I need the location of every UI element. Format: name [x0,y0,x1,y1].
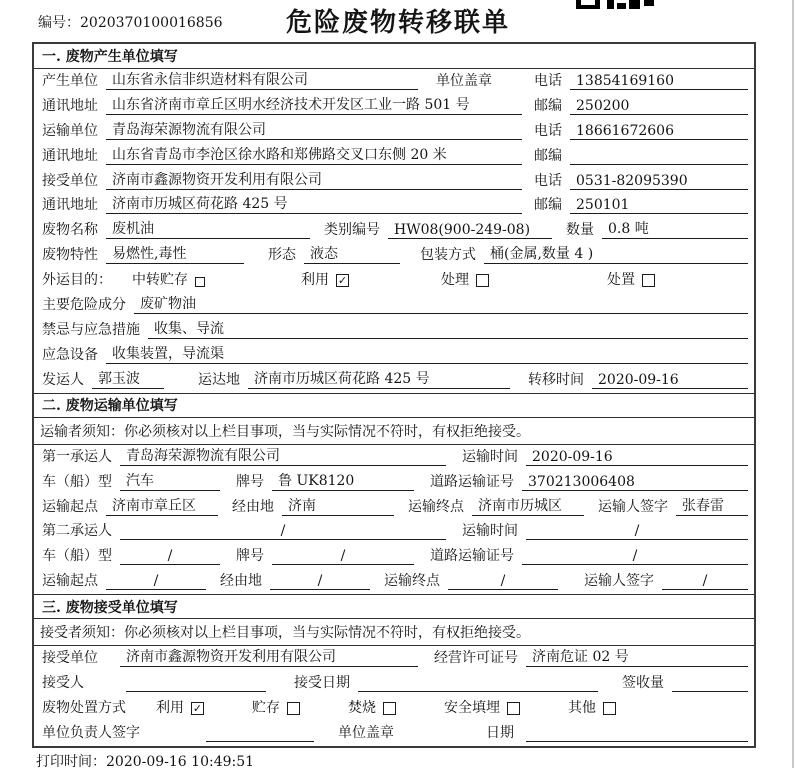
section2-header: 二. 废物运输单位填写 [34,393,754,418]
row-producer [34,69,754,94]
waste-qty-value: 0.8 吨 [602,218,748,239]
section3-header: 三. 废物接受单位填写 [34,594,754,619]
row-waste-props [34,243,754,268]
dispose-checkbox [642,274,655,287]
hazard-label: 主要危险成分 [42,297,126,314]
route2-end-label: 运输终点 [384,573,440,590]
receiver-phone-value: 0531-82095390 [570,173,748,190]
qr-code-fragment [576,0,654,9]
row-carrier2 [34,520,754,545]
producer-phone-label: 电话 [534,72,562,89]
waste-name-label: 废物名称 [42,222,98,239]
receipt-qty-value [672,675,748,692]
route1-start-label: 运输起点 [42,498,98,515]
disposal-option-other [568,697,616,717]
row-taboo [34,318,754,343]
transporter-label: 运输单位 [42,122,98,139]
responsible-sign-label: 单位负责人签字 [42,724,140,741]
transporter-zip-label: 邮编 [534,147,562,164]
route1-end-label: 运输终点 [408,498,464,515]
row-receiver-address [34,194,754,219]
row-transporter [34,119,754,144]
section1-header: 一. 废物产生单位填写 [34,44,754,69]
waste-name-value: 废机油 [106,218,310,239]
producer-label: 产生单位 [42,72,98,89]
vehicle2-license-value: / [522,548,748,565]
receiver-value: 济南市鑫源物资开发利用有限公司 [106,169,522,190]
route1-end-value: 济南市历城区 [472,495,584,516]
row-disposal [34,696,754,721]
row-purpose [34,268,754,293]
transporter-address-value: 山东省青岛市李沧区徐水路和郑佛路交叉口东侧 20 米 [106,144,522,165]
purpose-option-utilize [301,269,349,289]
transporter-notice: 运输者须知：你必须核对以上栏目事项，当与实际情况不符时，有权拒绝接受。 [34,418,754,445]
checkbox-label: 安全填埋 [444,699,500,716]
waste-props-label: 废物特性 [42,247,98,264]
sign-date-label: 日期 [486,724,514,741]
carrier2-time-value: / [526,523,748,540]
disposal-other-checkbox [603,702,616,715]
sign-date-value [526,725,748,742]
route2-sign-value: / [662,573,748,590]
acceptor-label: 接受人 [42,675,84,692]
transporter-phone-value: 18661672606 [570,123,748,140]
carrier1-value: 青岛海荣源物流有限公司 [120,445,446,466]
route1-sign-label: 运输人签字 [598,498,668,515]
vehicle1-plate-value: 鲁 UK8120 [272,470,414,491]
row-acceptor [34,671,754,696]
packing-value: 桶(金属,数量 4 ) [484,243,748,264]
vehicle1-type-value: 汽车 [120,470,220,491]
route1-sign-value: 张春雷 [676,495,748,516]
disposal-option-store [252,697,300,717]
waste-category-value: HW08(900-249-08) [388,222,552,239]
dispatcher-label: 发运人 [42,371,84,388]
qr-block [617,3,626,9]
permit-value: 济南危证 02 号 [526,646,748,667]
receive-unit-label: 接受单位 [42,650,98,667]
row-producer-address [34,94,754,119]
receiver-zip-label: 邮编 [534,197,562,214]
producer-zip-label: 邮编 [534,97,562,114]
row-vehicle2 [34,544,754,569]
route2-start-label: 运输起点 [42,573,98,590]
qr-block [607,0,614,9]
row-receiver [34,169,754,194]
row-transporter-address [34,144,754,169]
route2-sign-label: 运输人签字 [584,573,654,590]
vehicle2-license-label: 道路运输证号 [430,548,514,565]
route1-via-label: 经由地 [232,498,274,515]
serial-value: 2020370100016856 [80,15,223,31]
carrier2-value: / [120,523,446,540]
checkbox-label: 其他 [568,699,596,716]
accept-date-label: 接受日期 [294,675,350,692]
receiver-address-label: 通讯地址 [42,197,98,214]
checkbox-label: 处理 [441,272,469,289]
vehicle2-type-label: 车（船）型 [42,548,112,565]
receiver-label: 接受单位 [42,172,98,189]
checkbox-label: 利用 [301,272,329,289]
waste-form-label: 形态 [268,247,296,264]
utilize-checkbox: ✓ [337,274,348,288]
carrier2-label: 第二承运人 [42,523,112,540]
row-vehicle1 [34,470,754,495]
permit-label: 经营许可证号 [434,650,518,667]
manifest-form-table [32,42,756,748]
waste-category-label: 类别编号 [324,222,380,239]
receiver-address-value: 济南市历城区荷花路 425 号 [106,193,522,214]
receive-unit-value: 济南市鑫源物资开发利用有限公司 [120,646,418,667]
transfer-time-label: 转移时间 [528,371,584,388]
treat-checkbox [476,274,489,287]
transporter-phone-label: 电话 [534,122,562,139]
row-carrier1 [34,445,754,470]
row-equipment [34,343,754,368]
taboo-label: 禁忌与应急措施 [42,321,140,338]
print-time-value: 2020-09-16 10:49:51 [106,754,255,768]
disposal-label: 废物处置方式 [42,699,126,716]
producer-phone-value: 13854169160 [570,73,748,90]
receiver-notice: 接受者须知：你必须核对以上栏目事项，当与实际情况不符时，有权拒绝接受。 [34,619,754,646]
responsible-sign-value [206,725,314,742]
waste-qty-label: 数量 [566,222,594,239]
accept-date-value [358,675,598,692]
purpose-option-transit-storage [132,269,205,289]
producer-seal-label: 单位盖章 [436,72,492,89]
receiver-zip-value: 250101 [570,197,748,214]
route1-via-value: 济南 [282,495,394,516]
checkbox-label: 利用 [156,699,184,716]
equipment-label: 应急设备 [42,346,98,363]
disposal-store-checkbox [287,702,300,715]
vehicle2-type-value: / [120,548,220,565]
vehicle1-license-value: 370213006408 [522,474,748,491]
qr-block [576,0,600,9]
document-title: 危险废物转移联单 [285,8,510,38]
destination-value: 济南市历城区荷花路 425 号 [248,368,510,389]
route2-start-value: / [106,573,206,590]
producer-address-label: 通讯地址 [42,97,98,114]
route2-end-value: / [448,573,558,590]
disposal-option-landfill [444,697,520,717]
producer-value: 山东省永信非织造材料有限公司 [106,69,418,90]
transit-storage-checkbox [195,277,205,287]
row-hazard [34,293,754,318]
vehicle1-license-label: 道路运输证号 [430,473,514,490]
transporter-address-label: 通讯地址 [42,147,98,164]
packing-label: 包装方式 [420,247,476,264]
row-dispatch [34,368,754,393]
disposal-option-incinerate [348,697,396,717]
vehicle2-plate-label: 牌号 [236,548,264,565]
print-time-line [36,751,254,768]
transfer-time-value: 2020-09-16 [592,372,748,389]
taboo-value: 收集、导流 [148,318,748,339]
row-receive-unit [34,646,754,671]
vehicle2-plate-value: / [272,548,414,565]
waste-props-value: 易燃性,毒性 [106,243,244,264]
checkbox-label: 焚烧 [348,699,376,716]
disposal-option-utilize [156,697,204,717]
transporter-zip-value [570,148,748,165]
producer-zip-value: 250200 [570,98,748,115]
row-waste-name [34,218,754,243]
equipment-value: 收集装置，导流渠 [106,343,748,364]
route2-via-value: / [270,573,370,590]
purpose-label: 外运目的： [42,272,112,289]
purpose-option-treat [441,269,489,289]
hazard-value: 废矿物油 [134,293,748,314]
page-edge-line [792,0,794,768]
print-time-label: 打印时间： [36,754,106,768]
vehicle1-plate-label: 牌号 [236,473,264,490]
row-signature [34,721,754,746]
vehicle1-type-label: 车（船）型 [42,473,112,490]
qr-block [644,0,654,6]
transporter-value: 青岛海荣源物流有限公司 [106,119,522,140]
carrier2-time-label: 运输时间 [462,523,518,540]
destination-label: 运达地 [198,371,240,388]
carrier1-time-value: 2020-09-16 [526,449,748,466]
serial-label: 编号： [38,15,80,31]
waste-form-value: 液态 [304,243,400,264]
purpose-option-dispose [607,269,655,289]
checkbox-label: 中转贮存 [132,272,188,289]
checkbox-label: 贮存 [252,699,280,716]
disposal-landfill-checkbox [507,702,520,715]
receipt-qty-label: 签收量 [622,675,664,692]
dispatcher-value: 郭玉波 [92,368,164,389]
disposal-utilize-checkbox: ✓ [192,701,203,715]
unit-seal-label: 单位盖章 [338,724,394,741]
receiver-phone-label: 电话 [534,172,562,189]
carrier1-time-label: 运输时间 [462,448,518,465]
carrier1-label: 第一承运人 [42,448,112,465]
route1-start-value: 济南市章丘区 [106,495,218,516]
route2-via-label: 经由地 [220,573,262,590]
row-route2 [34,569,754,594]
acceptor-value [126,675,266,692]
disposal-incinerate-checkbox [383,702,396,715]
qr-block [629,0,640,9]
row-route1 [34,495,754,520]
checkbox-label: 处置 [607,272,635,289]
producer-address-value: 山东省济南市章丘区明水经济技术开发区工业一路 501 号 [106,94,522,115]
